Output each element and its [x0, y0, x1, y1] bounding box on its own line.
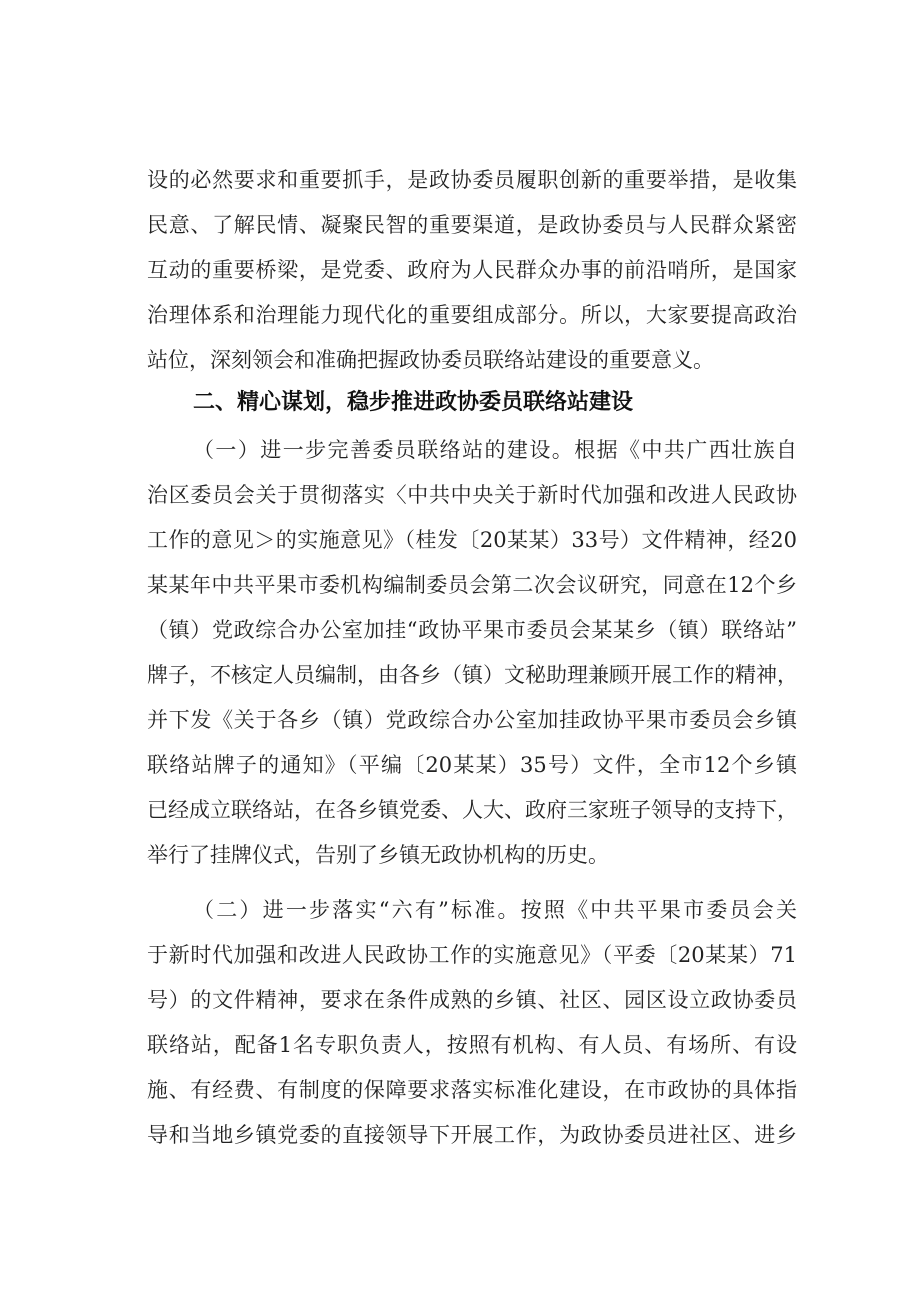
paragraph-line: 民意、了解民情、凝聚民智的重要渠道，是政协委员与人民群众紧密 [147, 213, 797, 237]
paragraph-line: （一）进一步完善委员联络站的建设。根据《中共广西壮族自 [193, 438, 797, 462]
paragraph-line: 导和当地乡镇党委的直接领导下开展工作，为政协委员进社区、进乡 [147, 1123, 797, 1147]
paragraph-line: 某某年中共平果市委机构编制委员会第二次会议研究，同意在12个乡 [147, 573, 797, 597]
paragraph-line: 牌子，不核定人员编制，由各乡（镇）文秘助理兼顾开展工作的精神， [147, 663, 798, 687]
paragraph-line: 已经成立联络站，在各乡镇党委、人大、政府三家班子领导的支持下， [147, 798, 798, 822]
paragraph-line: 并下发《关于各乡（镇）党政综合办公室加挂政协平果市委员会乡镇 [147, 708, 797, 732]
paragraph-line: 治理体系和治理能力现代化的重要组成部分。所以，大家要提高政治 [147, 303, 797, 327]
paragraph-line: 联络站牌子的通知》（平编〔20某某）35号）文件，全市12个乡镇 [147, 753, 797, 777]
paragraph-line: 举行了挂牌仪式，告别了乡镇无政协机构的历史。 [147, 843, 609, 867]
paragraph-line: （二）进一步落实“六有”标准。按照《中共平果市委员会关 [193, 898, 797, 922]
paragraph-line: 互动的重要桥梁，是党委、政府为人民群众办事的前沿哨所，是国家 [147, 258, 797, 282]
section-heading: 二、精心谋划，稳步推进政协委员联络站建设 [193, 390, 634, 415]
paragraph-line: 号）的文件精神，要求在条件成熟的乡镇、社区、园区设立政协委员 [147, 988, 797, 1012]
paragraph-line: 联络站，配备1名专职负责人，按照有机构、有人员、有场所、有设 [147, 1033, 797, 1057]
paragraph-line: 设的必然要求和重要抓手，是政协委员履职创新的重要举措，是收集 [147, 168, 797, 192]
paragraph-line: （镇）党政综合办公室加挂“政协平果市委员会某某乡（镇）联络站” [147, 618, 797, 642]
paragraph-line: 治区委员会关于贯彻落实〈中共中央关于新时代加强和改进人民政协 [147, 483, 797, 507]
paragraph-line: 施、有经费、有制度的保障要求落实标准化建设，在市政协的具体指 [147, 1078, 797, 1102]
paragraph-line: 站位，深刻领会和准确把握政协委员联络站建设的重要意义。 [147, 348, 714, 372]
paragraph-line: 于新时代加强和改进人民政协工作的实施意见》（平委〔20某某）71 [147, 943, 797, 967]
paragraph-line: 工作的意见＞的实施意见》（桂发〔20某某）33号）文件精神，经20 [147, 528, 797, 552]
